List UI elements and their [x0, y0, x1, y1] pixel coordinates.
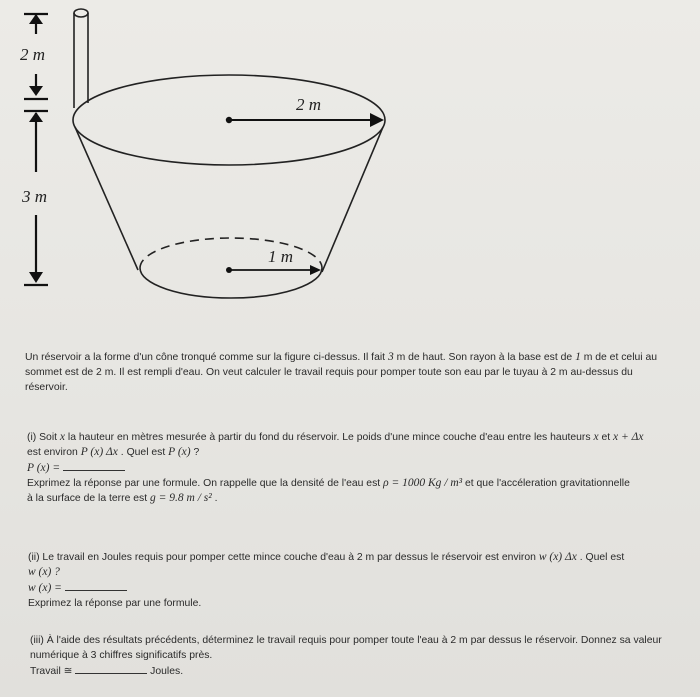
label-top-radius: 2 m: [296, 95, 322, 114]
q1-answer-input[interactable]: [63, 460, 125, 471]
q1-hint-line-1: Exprimez la réponse par une formule. On rappelle que la densité de l'eau est ρ = 1000 Kg / m³ et que l'accéleration gravitationnelle: [27, 477, 630, 489]
question-3: [30, 633, 695, 679]
truncated-cone: [73, 75, 385, 298]
top-radius-arrow: [226, 113, 384, 127]
label-pipe-height: 2 m: [20, 45, 46, 64]
q3-line-1: (iii) À l'aide des résultats précédents, déterminez le travail requis pour pomper toute l'eau à 2 m par dessus le réservoir. Donnez sa valeur: [30, 635, 662, 646]
intro-line-3: réservoir.: [25, 382, 68, 393]
q2-answer-row: w (x) =: [28, 580, 693, 596]
q1-line-1: (i) Soit x la hauteur en mètres mesurée à partir du fond du réservoir. Le poids d'une mince couche d'eau entre les hauteurs x et x + Δx: [27, 431, 644, 443]
q2-line-2: w (x) ?: [28, 566, 60, 578]
intro-line-2: sommet est de 2 m. Il est rempli d'eau. On veut calculer le travail requis pour pomper toute son eau par le tuyau à 2 m au-dessus du: [25, 367, 633, 378]
label-bottom-radius: 1 m: [268, 247, 294, 266]
q3-answer-input[interactable]: [75, 663, 147, 674]
label-tank-height: 3 m: [22, 187, 48, 206]
question-1: [27, 430, 692, 506]
q3-line-2: numérique à 3 chiffres significatifs près.: [30, 650, 213, 661]
question-2: [28, 550, 693, 611]
q1-line-2: est environ P (x) Δx . Quel est P (x) ?: [27, 446, 200, 458]
q2-answer-input[interactable]: [65, 580, 127, 591]
tank-figure: [0, 0, 700, 330]
q2-hint: Exprimez la réponse par une formule.: [28, 598, 202, 609]
bottom-radius-arrow: [226, 265, 321, 275]
intro-line-1: Un réservoir a la forme d'un cône tronqué comme sur la figure ci-dessus. Il fait 3 m de haut. Son rayon à la base est de 1 m de et celui au: [25, 351, 658, 363]
q1-answer-row: P (x) =: [27, 460, 692, 476]
intro-paragraph: [25, 350, 690, 395]
pipe: [74, 9, 88, 108]
q2-line-1: (ii) Le travail en Joules requis pour pomper cette mince couche d'eau à 2 m par dessus le réservoir est environ w (x) Δx . Quel est: [28, 551, 625, 563]
q3-answer-row: Travail ≅ Joules.: [30, 663, 695, 679]
q1-hint-line-2: à la surface de la terre est g = 9.8 m / s² .: [27, 492, 218, 504]
